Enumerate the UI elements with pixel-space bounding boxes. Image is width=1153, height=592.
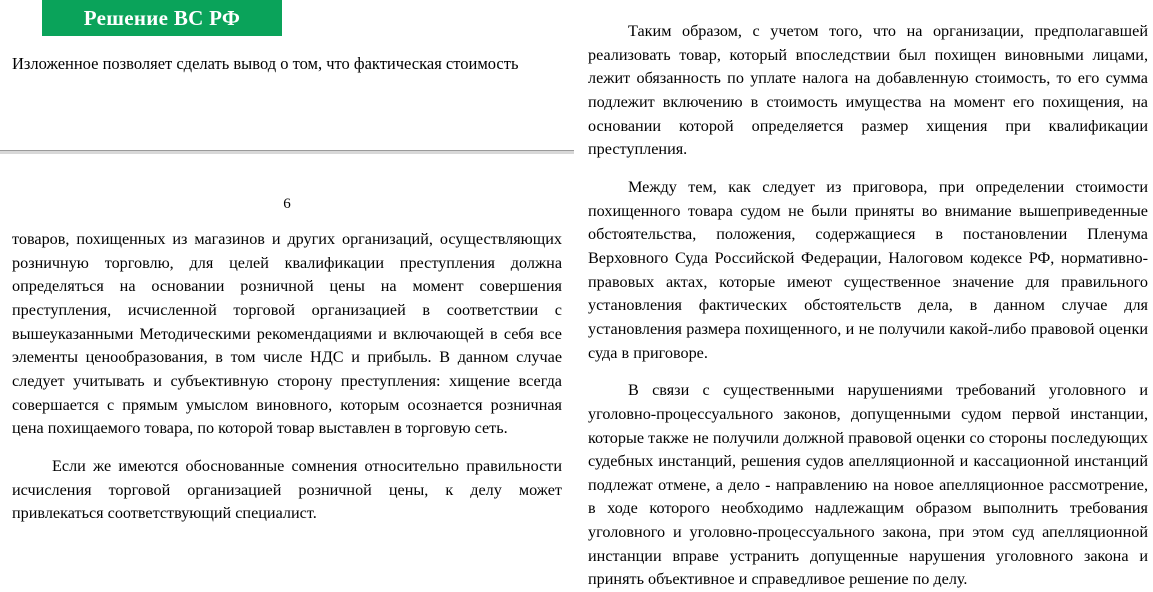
right-column xyxy=(578,0,1153,589)
paragraph: товаров, похищенных из магазинов и других организаций, осуществляющих розничную торговлю, для целей квалификации преступления должна определяться на основании розничной цены на момент совершения преступления, исчисленной торговой организацией в соответствии с вышеуказанными Методическими рекомендациями и включающей в себя все элементы ценообразования, в том числе НДС и прибыль. В данном случае следует учитывать и субъективную сторону преступления: хищение всегда совершается с прямым умыслом виновного, которым осознается розничная цена похищаемого товара, по которой товар выставлен в торговую сеть. xyxy=(12,230,562,438)
page-number: 6 xyxy=(283,196,291,212)
paragraph: Если же имеются обоснованные сомнения относительно правильности исчисления торговой организацией розничной цены, к делу может привлекаться соответствующий специалист. xyxy=(12,456,562,523)
left-body-text xyxy=(12,228,562,526)
left-top-paragraph: Изложенное позволяет сделать вывод о том, что фактическая стоимость xyxy=(12,54,519,73)
paragraph: Таким образом, с учетом того, что на организации, предполагавшей реализовать товар, который впоследствии был похищен виновными лицами, лежит обязанность по уплате налога на добавленную стоимость, то его сумма подлежит включению в стоимость имущества на момент его похищения, на основании которой определяется размер хищения при квалификации преступления. xyxy=(588,22,1148,159)
paragraph: В связи с существенными нарушениями требований уголовного и уголовно-процессуального законов, допущенными судом первой инстанции, которые также не получили должной правовой оценки со стороны последующих судебных инстанций, решения судов апелляционной и кассационной инстанций подлежат отмене, а дело - направлению на новое апелляционное рассмотрение, в ходе которого необходимо надлежащим образом выполнить требования уголовного и уголовно-процессуального закона, при этом суд апелляционной инстанции вправе устранить допущенные нарушения уголовного закона и принять объективное и справедливое решение по делу. xyxy=(588,381,1148,589)
decision-badge: Решение ВС РФ xyxy=(42,0,282,36)
right-body-text xyxy=(588,20,1148,592)
section-divider xyxy=(0,150,574,154)
paragraph: Между тем, как следует из приговора, при определении стоимости похищенного товара судом не были приняты во внимание вышеприведенные обстоятельства, положения, содержащиеся в постановлении Пленума Верховного Суда Российской Федерации, Налоговом кодексе РФ, нормативно-правовых актах, которые имеют существенное значение для правильного установления фактических обстоятельств дела, в данном случае для установления размера похищенного, и не получили какой-либо правовой оценки суда в приговоре. xyxy=(588,177,1148,362)
left-column xyxy=(0,0,574,529)
